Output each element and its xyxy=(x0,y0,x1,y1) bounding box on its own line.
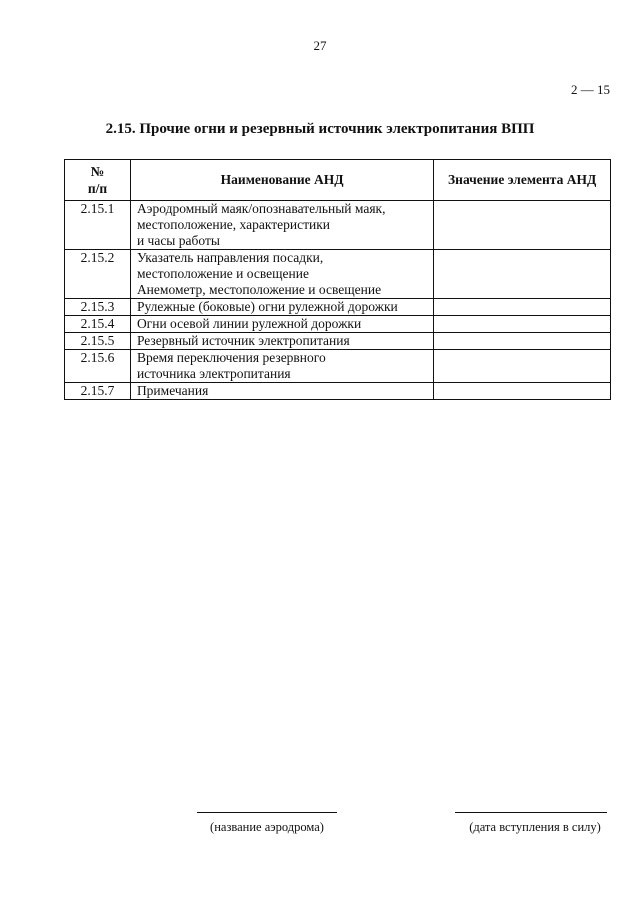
and-table xyxy=(64,159,611,400)
row-value xyxy=(434,333,611,350)
row-name-line: Время переключения резервного xyxy=(136,350,326,365)
table-row xyxy=(65,201,611,250)
row-name-line: местоположение и освещение xyxy=(136,266,309,281)
row-number: 2.15.3 xyxy=(65,299,131,316)
row-name-line: источника электропитания xyxy=(136,366,291,381)
row-value xyxy=(434,316,611,333)
table-row xyxy=(65,383,611,400)
effective-date-line xyxy=(455,812,607,813)
row-name-line: Рулежные (боковые) огни рулежной дорожки xyxy=(136,299,398,314)
row-name xyxy=(130,316,433,333)
table-row xyxy=(65,333,611,350)
aerodrome-name-line xyxy=(197,812,337,813)
row-name-line: местоположение, характеристики xyxy=(136,217,331,232)
table-row xyxy=(65,350,611,383)
row-name-line: Огни осевой линии рулежной дорожки xyxy=(136,316,362,331)
row-name xyxy=(130,299,433,316)
table-row xyxy=(65,299,611,316)
row-value xyxy=(434,383,611,400)
effective-date-label: (дата вступления в силу) xyxy=(469,820,601,834)
table-body xyxy=(65,201,611,400)
row-number: 2.15.1 xyxy=(65,201,131,250)
row-name xyxy=(130,350,433,383)
row-number: 2.15.2 xyxy=(65,250,131,299)
row-name xyxy=(130,250,433,299)
row-name-line: Аэродромный маяк/опознавательный маяк, xyxy=(136,201,386,216)
row-value xyxy=(434,350,611,383)
table-header-row xyxy=(65,160,611,201)
row-number: 2.15.5 xyxy=(65,333,131,350)
section-reference: 2 — 15 xyxy=(571,82,610,97)
row-number: 2.15.6 xyxy=(65,350,131,383)
row-value xyxy=(434,250,611,299)
header-name: Наименование АНД xyxy=(130,160,433,201)
row-name xyxy=(130,333,433,350)
table-row xyxy=(65,250,611,299)
row-name xyxy=(130,383,433,400)
aerodrome-name-label: (название аэродрома) xyxy=(210,820,324,834)
table-row xyxy=(65,316,611,333)
header-number xyxy=(65,160,131,201)
row-number: 2.15.4 xyxy=(65,316,131,333)
row-name-line: и часы работы xyxy=(136,233,220,248)
page-number: 27 xyxy=(313,38,327,53)
header-value: Значение элемента АНД xyxy=(434,160,611,201)
row-name-line: Указатель направления посадки, xyxy=(136,250,324,265)
row-name xyxy=(130,201,433,250)
row-value xyxy=(434,299,611,316)
header-number-symbol: № xyxy=(90,164,105,179)
section-title: 2.15. Прочие огни и резервный источник электропитания ВПП xyxy=(105,121,535,137)
row-number: 2.15.7 xyxy=(65,383,131,400)
row-name-line: Примечания xyxy=(136,383,209,398)
header-number-abbr: п/п xyxy=(87,181,108,196)
row-name-line: Резервный источник электропитания xyxy=(136,333,350,348)
row-name-line: Анемометр, местоположение и освещение xyxy=(136,282,382,297)
row-value xyxy=(434,201,611,250)
